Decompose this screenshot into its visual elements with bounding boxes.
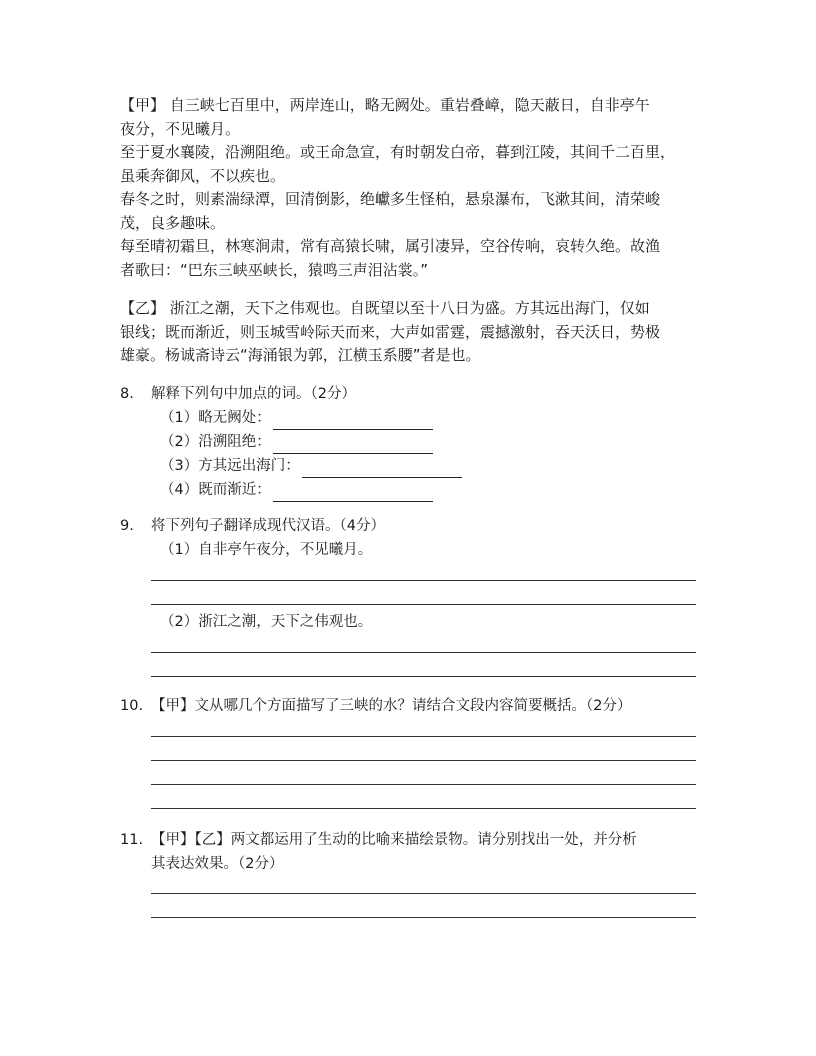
answer-line[interactable]: [151, 808, 696, 809]
passage-jia-line: 虽乘奔御风，不以疾也。: [120, 166, 286, 185]
answer-line[interactable]: [151, 580, 696, 581]
passage-yi-line: 雄豪。杨诚斋诗云“海涌银为郭，江横玉系腰”者是也。: [120, 346, 481, 364]
passage-yi-line: 【乙】 浙江之潮，天下之伟观也。自既望以至十八日为盛。方其远出海门，仅如: [120, 299, 650, 317]
q9-item-label: （2）浙江之潮，天下之伟观也。: [160, 614, 373, 630]
q8-item-1: [160, 406, 433, 430]
question-number: 10.: [120, 698, 144, 714]
answer-blank[interactable]: [273, 413, 433, 430]
passage-yi: [120, 297, 710, 368]
question-10: [120, 694, 700, 718]
passage-jia-line: 至于夏水襄陵，沿溯阻绝。或王命急宣，有时朝发白帝，暮到江陵，其间千二百里，: [120, 143, 676, 161]
passage-jia-line: 【甲】 自三峡七百里中，两岸连山，略无阙处。重岩叠嶂，隐天蔽日，自非亭午: [120, 96, 650, 114]
answer-blank[interactable]: [273, 485, 433, 502]
q8-item-label: （3）方其远出海门：: [160, 458, 300, 474]
question-text: 将下列句子翻译成现代汉语。（4分）: [151, 518, 385, 534]
passage-jia: [120, 94, 710, 282]
q9-item-2: [160, 610, 372, 634]
question-number: 8.: [120, 386, 134, 402]
q8-item-label: （1）略无阙处：: [160, 410, 271, 426]
q9-item-1: [160, 538, 372, 562]
question-9: [120, 514, 700, 538]
passage-jia-line: 夜分，不见曦月。: [120, 119, 241, 138]
q8-item-4: [160, 478, 433, 502]
answer-line[interactable]: [151, 736, 696, 737]
passage-jia-line: 茂，良多趣味。: [120, 213, 226, 232]
answer-line[interactable]: [151, 893, 696, 894]
question-text: 解释下列句中加点的词。（2分）: [151, 386, 356, 402]
passage-yi-line: 银线；既而渐近，则玉城雪岭际天而来，大声如雷霆，震撼激射，吞天沃日，势极: [120, 322, 661, 341]
answer-line[interactable]: [151, 604, 696, 605]
passage-jia-line: 春冬之时，则素湍绿潭，回清倒影，绝巘多生怪柏，悬泉瀑布，飞漱其间，清荣峻: [120, 190, 661, 208]
q8-item-2: [160, 430, 433, 454]
answer-line[interactable]: [151, 917, 696, 918]
answer-line[interactable]: [151, 676, 696, 677]
passage-jia-line: 每至晴初霜旦，林寒涧肃，常有高猿长啸，属引凄异，空谷传响，哀转久绝。故渔: [120, 237, 661, 255]
answer-blank[interactable]: [273, 437, 433, 454]
q8-item-3: [160, 454, 462, 478]
answer-blank[interactable]: [302, 461, 462, 478]
q9-item-label: （1）自非亭午夜分，不见曦月。: [160, 542, 373, 558]
question-11: [120, 828, 700, 876]
q8-item-label: （4）既而渐近：: [160, 482, 271, 498]
question-8: [120, 382, 700, 406]
passage-jia-line: 者歌曰：“巴东三峡巫峡长，猿鸣三声泪沾裳。”: [120, 260, 429, 279]
question-number: 9.: [120, 518, 134, 534]
q8-item-label: （2）沿溯阻绝：: [160, 434, 271, 450]
question-text-continued: 其表达效果。（2分）: [151, 856, 284, 872]
answer-line[interactable]: [151, 652, 696, 653]
answer-line[interactable]: [151, 784, 696, 785]
question-text: 【甲】【乙】两文都运用了生动的比喻来描绘景物。请分别找出一处，并分析: [151, 832, 637, 848]
question-number: 11.: [120, 832, 144, 848]
answer-line[interactable]: [151, 760, 696, 761]
question-text: 【甲】文从哪几个方面描写了三峡的水？请结合文段内容简要概括。（2分）: [151, 698, 632, 714]
